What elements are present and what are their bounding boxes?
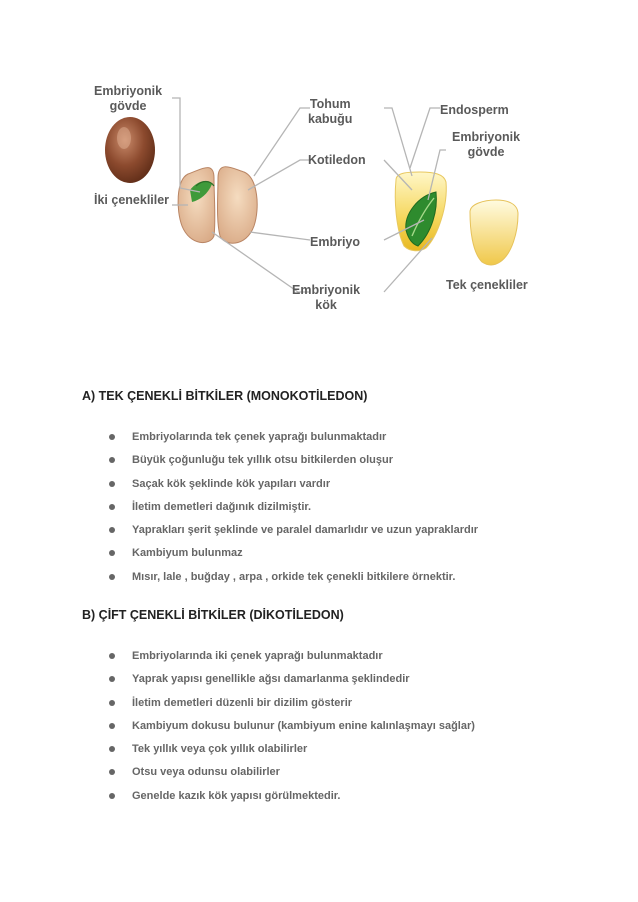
list-item: İletim demetleri dağınık dizilmiştir. [105,500,478,523]
bullet-icon [109,723,115,729]
list-item: Yaprak yapısı genellikle ağsı damarlanma şeklindedir [105,672,475,695]
label-embriyonik-kok: Embriyonik kök [292,283,361,312]
bullet-icon [109,527,115,533]
list-item: Genelde kazık kök yapısı görülmektedir. [105,789,475,812]
bullet-icon [109,481,115,487]
label-endosperm: Endosperm [440,103,509,117]
label-embriyonik-govde-left: Embriyonik gövde [94,84,163,113]
bullet-icon [109,676,115,682]
corn-kernel-whole [470,200,518,265]
list-item: Tek yıllık veya çok yıllık olabilirler [105,742,475,765]
label-embriyonik-govde-right: Embriyonik gövde [452,130,521,159]
dicot-list [105,649,475,812]
bullet-icon [109,653,115,659]
section-heading-monocot: A) TEK ÇENEKLİ BİTKİLER (MONOKOTİLEDON) [82,389,368,403]
label-tek-cenekliler: Tek çenekliler [446,278,528,292]
bullet-icon [109,793,115,799]
label-tohum-kabugu: Tohum kabuğu [308,97,353,126]
bullet-icon [109,746,115,752]
list-item: Yaprakları şerit şeklinde ve paralel damarlıdır ve uzun yapraklardır [105,523,478,546]
list-item: Embriyolarında tek çenek yaprağı bulunmaktadır [105,430,478,453]
bullet-icon [109,700,115,706]
bean-whole [105,117,155,183]
monocot-list [105,430,478,593]
bullet-icon [109,504,115,510]
list-item: Saçak kök şeklinde kök yapıları vardır [105,477,478,500]
list-item: Mısır, lale , buğday , arpa , orkide tek çenekli bitkilere örnektir. [105,570,478,593]
list-item: Kambiyum dokusu bulunur (kambiyum enine kalınlaşmayı sağlar) [105,719,475,742]
bullet-icon [109,550,115,556]
label-kotiledon: Kotiledon [308,153,366,167]
label-embriyo: Embriyo [310,235,361,249]
section-heading-dicot: B) ÇİFT ÇENEKLİ BİTKİLER (DİKOTİLEDON) [82,608,344,622]
bullet-icon [109,769,115,775]
label-iki-cenekliler: İki çenekliler [94,193,170,207]
list-item: Embriyolarında iki çenek yaprağı bulunmaktadır [105,649,475,672]
bullet-icon [109,457,115,463]
seed-diagram [0,0,638,340]
bullet-icon [109,434,115,440]
list-item: İletim demetleri düzenli bir dizilim gösterir [105,696,475,719]
list-item: Kambiyum bulunmaz [105,546,478,569]
list-item: Büyük çoğunluğu tek yıllık otsu bitkilerden oluşur [105,453,478,476]
list-item: Otsu veya odunsu olabilirler [105,765,475,788]
bullet-icon [109,574,115,580]
